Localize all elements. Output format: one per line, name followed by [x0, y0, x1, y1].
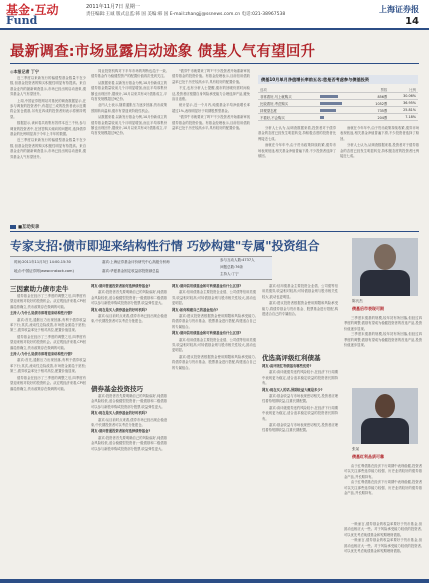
paragraph: 网友:请问信用债基金和可转债基金有什么区别?	[172, 284, 242, 288]
subheading: 优选高评级红利债基	[262, 354, 321, 362]
paragraph: 而就在今年年中,由于货币政策持续收紧,债券市场表现低迷,相关基金净值普遍下滑,不少投资者选择了赎回。	[258, 143, 336, 159]
event-site: 地点:中国证券网(www.cnstock.com)	[14, 269, 74, 273]
paragraph: 嘉宾:高评级债券违约风险较小,在经济下行周期中表现更为稳定,适合追求稳定收益的投资者长期持有。	[262, 370, 338, 386]
paragraph: 上周,中国证券报网站对基民的调查数据显示,在参与调查的投资者中,有超过三成的投资者表示近期将会加仓债基,另有近四成的投资者则表示将保持观望。	[10, 98, 86, 119]
paragraph: 不过,也有分析人士提醒,债市的回暖仍需时间验证,投资者应根据自身风险承受能力合理选择产品,避免盲目追涨。	[172, 86, 250, 102]
paragraph: 债券基金在经历了三季度的调整之后,四季度有望迎来相对较好的投资机会。从宏观经济来看,CPI回落趋势确立,货币政策存在微调的可能。	[10, 334, 86, 350]
table-row: 非常看好,马上就购买 856票 30.06%	[260, 94, 416, 99]
vote-bar	[318, 100, 362, 107]
side-column-bottom: 一般而言,债券基金的收益率要好于货币基金,但波动也相应大一些。对于风险承受能力较低的投资者,可以优先考虑纯债基金和短期理财债基。 一般而言,债券基金的收益率要好于货币基金,但波动也相应大一些。对于风险承受能力较低的投资者,可以优先考虑纯债基金和短期理财债基。	[344, 522, 422, 554]
survey-table-title: 债基10月单月净值增长率前五名:您是否考虑参与债基投资	[258, 75, 418, 84]
paragraph: 数据显示,该问卷共收集有效样本近三千份,参与调查的投资者中,在回答购买倾向的问题时,选择债券基金的比例明显高于今年上半年的数据。	[10, 121, 86, 137]
paragraph: 近三季度以来新发行的偏债型基金数量不在少数,但基金投资者的购买积极性明显有待提高。来自基金业内的最新调查显示,市场已经出现启动迹象,债券基金人气有望回升。	[10, 76, 86, 97]
paragraph: 嘉宾:建议投资者根据资金使用期限和风险承受能力,将债券基金与货币基金、股票基金进行搭配,构建适合自己的专属组合。	[172, 314, 256, 329]
paragraph: 嘉宾:投资者首先要明确自己的风险偏好,纯债基金风险较低,适合稳健型投资者;一级债基和二级债基可以参与新股申购或投资部分股票,收益弹性更大。	[91, 435, 167, 451]
byline: ◎本报记者 丁宁	[10, 69, 39, 74]
issue-date: 2011年11月7日 星期一	[86, 4, 140, 10]
paragraph: 网友:现在买入的话,预期收益大概是多少?	[262, 387, 323, 392]
table-row: 持观望态度 735票 25.81%	[260, 108, 416, 113]
guest-photo-1	[352, 238, 418, 296]
article-column-10	[262, 364, 338, 576]
paragraph: 分析人士认为,从调查数据来看,投资者对于债券基金的态度已经发生明显转变,持积极态度的投资者比例接近七成。	[340, 143, 419, 159]
paragraph: 主持人:为什么说债市即将迎来结构性行情?	[10, 352, 73, 357]
paragraph: 分析人士认为,从调查数据来看,投资者对于债券基金的态度已经发生明显转变,持积极态度的投资者比例接近七成。	[258, 126, 336, 141]
paragraph: 而就在今年年中,由于货币政策持续收紧,债券市场表现低迷,相关基金净值普遍下滑,不少投资者选择了赎回。	[340, 126, 419, 141]
event-guest-2: 嘉宾:华夏基金固定收益部投资副总监	[102, 269, 160, 273]
table-row: 比较看好,考虑购买 1052票 36.95%	[260, 101, 416, 106]
divider	[10, 63, 419, 64]
paragraph: 债券基金在经历了三季度的调整之后,四季度有望迎来相对较好的投资机会。从宏观经济来看,CPI回落趋势确立,货币政策存在微调的可能。	[10, 294, 86, 309]
event-questions: 问题总数:76条	[220, 265, 244, 269]
paragraph: 嘉宾:投资者首先要明确自己的风险偏好,纯债基金风险较低,适合稳健型投资者;一级债基和二级债基可以参与新股申购或投资部分股票,收益弹性更大。	[91, 394, 167, 409]
article-column-7	[91, 284, 167, 381]
subheading: 债券基金投资技巧	[91, 385, 143, 393]
paragraph: 嘉宾:建议投资者根据资金使用期限和风险承受能力,将债券基金与货币基金、股票基金进行搭配,构建适合自己的专属组合。	[262, 301, 338, 317]
paragraph: 网友:如何构建自己的基金组合?	[172, 307, 219, 312]
paragraph: 嘉宾:基金收益与市场表现密切相关,投资者应理性看待短期收益,注重长期配置。	[262, 423, 338, 433]
paragraph: 嘉宾:从目前时点来看,债券市场已经出现企稳迹象,中长期投资者可以考虑分批建仓。	[91, 314, 167, 324]
article-column-5	[340, 126, 419, 221]
article-column-2	[91, 69, 167, 221]
paragraph: "债券牛市就要来了吗?"不少投资者开始重新审视债券基金的投资价值。有基金经理表示,目前信用债收益率已处于历史较高水平,具有较好的配置价值。	[172, 69, 250, 84]
paragraph: 嘉宾:高评级债券违约风险较小,在经济下行周期中表现更为稳定,适合追求稳定收益的投资者长期持有。	[262, 405, 338, 421]
survey-table	[258, 86, 418, 121]
paragraph: 嘉宾:信用债基金主要投资企业债、公司债等信用类债券,收益相对较高;可转债基金则与股市相关性较大,波动也更明显。	[172, 290, 256, 306]
paragraph: 同业投资机构对下半年市场的判断也趋于一致,债券基金作为稳健型资产的配置价值再次受到关注。	[91, 69, 167, 79]
vote-bar	[318, 114, 362, 121]
editor-credits: 责任编辑:王诚 版式总监:韩 国 美编:韩 国 E-mail:zhangjj@ssnews.com.cn 电话:021-38967538	[86, 12, 286, 17]
article-column-1	[10, 76, 86, 221]
paragraph: 业内人士表示,随着通胀压力逐步回落,货币政策预期转向温和,债市有望迎来阶段性机会。	[91, 103, 167, 113]
table-header: 选项 票数 比例	[260, 87, 416, 92]
divider	[10, 231, 419, 232]
guest-caption-1: 债基后市表现可期	[352, 306, 384, 311]
paragraph: 网友:请问信用债基金和可转债基金有什么区别?	[172, 331, 242, 336]
paragraph: 嘉宾:基金收益与市场表现密切相关,投资者应理性看待短期收益,注重长期配置。	[262, 394, 338, 404]
section-title-en: Fund	[6, 14, 38, 27]
section-tag: ■互动实录	[10, 224, 39, 230]
paragraph: 统计显示,近一个月内,纯债基金平均净值增长率超过1%,表现明显好于同期股票型基金。	[172, 103, 250, 113]
paragraph: 主持人:为什么说债市即将迎来结构性行情?	[10, 311, 73, 316]
article-column-3	[172, 69, 250, 221]
event-time: 时间:2011年11月3日 14:00-15:30	[14, 260, 71, 264]
event-participants: 参与互动人数:4737人	[220, 258, 255, 262]
paragraph: 网友:请问普通投资者如何选择债券基金?	[91, 284, 151, 288]
event-host: 主持人:丁宁	[220, 272, 239, 276]
paragraph: 债券基金在经历了三季度的调整之后,四季度有望迎来相对较好的投资机会。从宏观经济来看,CPI回落趋势确立,货币政策存在微调的可能。	[10, 375, 86, 391]
paragraph: 从数据来看,以新发行基金为例,10月份新成立的债券基金数量较前几个月明显增加,而且平均募集份额也出现回升,据统计,10月以来共有4只债基成立,平均首发规模超过9亿份。	[91, 115, 167, 136]
paragraph: 嘉宾:首先,通胀压力出现回落,有利于债券收益率下行;其次,流动性边际改善,市场资金面趋于宽松;第三,债券收益率处于相对高位,配置价值显现。	[10, 358, 86, 374]
page-header	[0, 0, 429, 30]
paragraph: 嘉宾:建议投资者根据资金使用期限和风险承受能力,将债券基金与货币基金、股票基金进行搭配,构建适合自己的专属组合。	[172, 354, 256, 370]
article-column-11	[262, 284, 338, 348]
paragraph: 嘉宾:从目前时点来看,债券市场已经出现企稳迹象,中长期投资者可以考虑分批建仓。	[91, 417, 167, 428]
page-number: 14	[405, 16, 419, 27]
paragraph: 从数据来看,以新发行基金为例,10月份新成立的债券基金数量较前几个月明显增加,而且平均募集份额也出现回升,据统计,10月以来共有4只债基成立,平均首发规模超过9亿份。	[91, 80, 167, 102]
masthead-logo: 上海证券报	[379, 4, 419, 14]
article-column-6	[10, 294, 86, 576]
guest-text-1: 三季度末债基的规模,较年初有所回落,但经过四季度的调整,债基有望成为稳健投资者的首选产品,投资价值逐步显现。 三季度末债基的规模,较年初有所回落,但经过四季度的调整,债基有望成为稳健投资者的首选产品,投资价值逐步显现。	[344, 316, 422, 348]
guest-name-2: 张某	[352, 447, 360, 451]
table-row: 不看好,不会购买 204票 7.18%	[260, 115, 416, 120]
paragraph: 网友:现在是买入债券基金的好时机吗?	[91, 307, 147, 312]
event-guest: 嘉宾:上海证券基金评价研究中心高级分析师	[102, 260, 170, 264]
article-column-4	[258, 126, 336, 221]
paragraph: 近三季度以来新发行的偏债型基金数量不在少数,但基金投资者的购买积极性明显有待提高。来自基金业内的最新调查显示,市场已经出现启动迹象,债券基金人气有望回升。	[10, 138, 86, 159]
subheading: 三因素助力债市走牛	[10, 285, 69, 293]
event-info-strip	[10, 256, 272, 280]
guest-caption-2: 债基红利品质可靠	[352, 454, 384, 459]
footer-rule	[0, 579, 429, 583]
article-column-9	[172, 284, 256, 576]
paragraph: 网友:现在是买入债券基金的好时机吗?	[91, 411, 147, 416]
paragraph: 网友:请问普通投资者如何选择债券基金?	[91, 429, 151, 434]
paragraph: 嘉宾:首先,通胀压力出现回落,有利于债券收益率下行;其次,流动性边际改善,市场资金面趋于宽松;第三,债券收益率处于相对高位,配置价值显现。	[10, 317, 86, 333]
section-title: 基金·互动	[6, 3, 59, 17]
paragraph: 网友:高评级红利债基有哪些优势?	[262, 364, 312, 368]
paragraph: "债券牛市就要来了吗?"不少投资者开始重新审视债券基金的投资价值。有基金经理表示,目前信用债收益率已处于历史较高水平,具有较好的配置价值。	[172, 115, 250, 131]
headline-second: 专家支招:债市即迎来结构性行情 巧妙构建"专属"投资组合	[10, 239, 320, 253]
guest-photo-2	[352, 388, 418, 444]
headline-main: 最新调查:市场显露启动迹象 债基人气有望回升	[10, 44, 316, 60]
paragraph: 嘉宾:信用债基金主要投资企业债、公司债等信用类债券,收益相对较高;可转债基金则与股市相关性较大,波动也更明显。	[172, 337, 256, 353]
paragraph: 嘉宾:投资者首先要明确自己的风险偏好,纯债基金风险较低,适合稳健型投资者;一级债基和二级债基可以参与新股申购或投资部分股票,收益弹性更大。	[91, 290, 167, 306]
guest-name-1: 陈氏杰	[352, 299, 363, 303]
guest-text-2: 由于红利债基在经济下行周期中表现稳健,投资者可以关注那些选券能力较强、历史业绩较好的债券基金产品,并长期持有。 由于红利债基在经济下行周期中表现稳健,投资者可以关注那些选券能力较强、历史业绩较好的债券基金产品,并长期持有。	[344, 464, 422, 496]
vote-bar	[318, 107, 362, 114]
article-column-8	[91, 394, 167, 576]
vote-bar	[318, 93, 362, 100]
paragraph: 嘉宾:信用债基金主要投资企业债、公司债等信用类债券,收益相对较高;可转债基金则与股市相关性较大,波动也更明显。	[262, 284, 338, 299]
